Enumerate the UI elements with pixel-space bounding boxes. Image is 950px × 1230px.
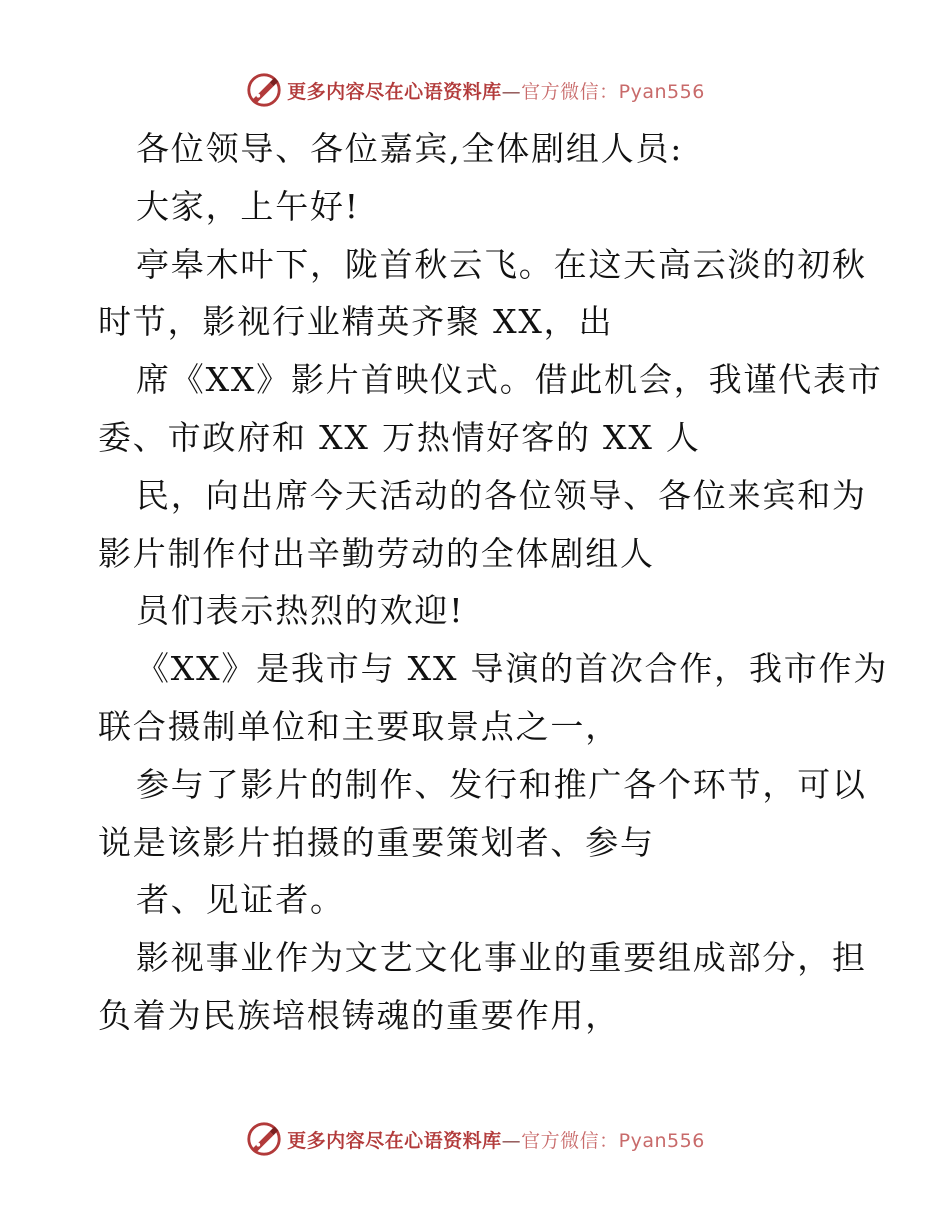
watermark-dash: — — [501, 80, 522, 103]
paragraph-line: 影片制作付出辛勤劳动的全体剧组人 — [98, 533, 655, 573]
footer-watermark — [0, 1117, 950, 1161]
paragraph-line: 员们表示热烈的欢迎! — [136, 591, 465, 631]
paragraph-line: 时节，影视行业精英齐聚 XX，出 — [98, 302, 614, 342]
paragraph-line: 席《XX》影片首映仪式。借此机会，我谨代表市 — [136, 360, 883, 400]
watermark-dash: — — [501, 1129, 522, 1152]
watermark-main-text: 更多内容尽在心语资料库 — [287, 80, 502, 103]
document-body — [98, 120, 889, 1045]
paragraph-line: 民，向出席今天活动的各位领导、各位来宾和为 — [136, 475, 867, 515]
paragraph-line: 委、市政府和 XX 万热情好客的 XX 人 — [98, 417, 701, 457]
paragraph-line: 参与了影片的制作、发行和推广各个环节，可以 — [136, 764, 867, 804]
paragraph-line: 影视事业作为文艺文化事业的重要组成部分，担 — [136, 938, 867, 978]
paragraph-line: 负着为民族培根铸魂的重要作用， — [98, 995, 620, 1035]
header-watermark — [0, 68, 950, 112]
pen-logo-icon — [245, 71, 283, 109]
paragraph-line: 者、见证者。 — [136, 880, 345, 920]
paragraph-line: 联合摄制单位和主要取景点之一， — [98, 706, 620, 746]
paragraph-line: 《XX》是我市与 XX 导演的首次合作，我市作为 — [136, 649, 889, 689]
paragraph-line: 说是该影片拍摄的重要策划者、参与 — [98, 822, 655, 862]
watermark-main-text: 更多内容尽在心语资料库 — [287, 1129, 502, 1152]
pen-logo-icon — [245, 1120, 283, 1158]
paragraph-line: 各位领导、各位嘉宾,全体剧组人员: — [136, 129, 684, 168]
watermark-wechat-text: 官方微信：Pyan556 — [521, 1129, 705, 1152]
paragraph-line: 大家，上午好! — [136, 186, 360, 226]
paragraph-line: 亭皋木叶下，陇首秋云飞。在这天高云淡的初秋 — [136, 244, 867, 284]
watermark-wechat-text: 官方微信：Pyan556 — [521, 80, 705, 103]
